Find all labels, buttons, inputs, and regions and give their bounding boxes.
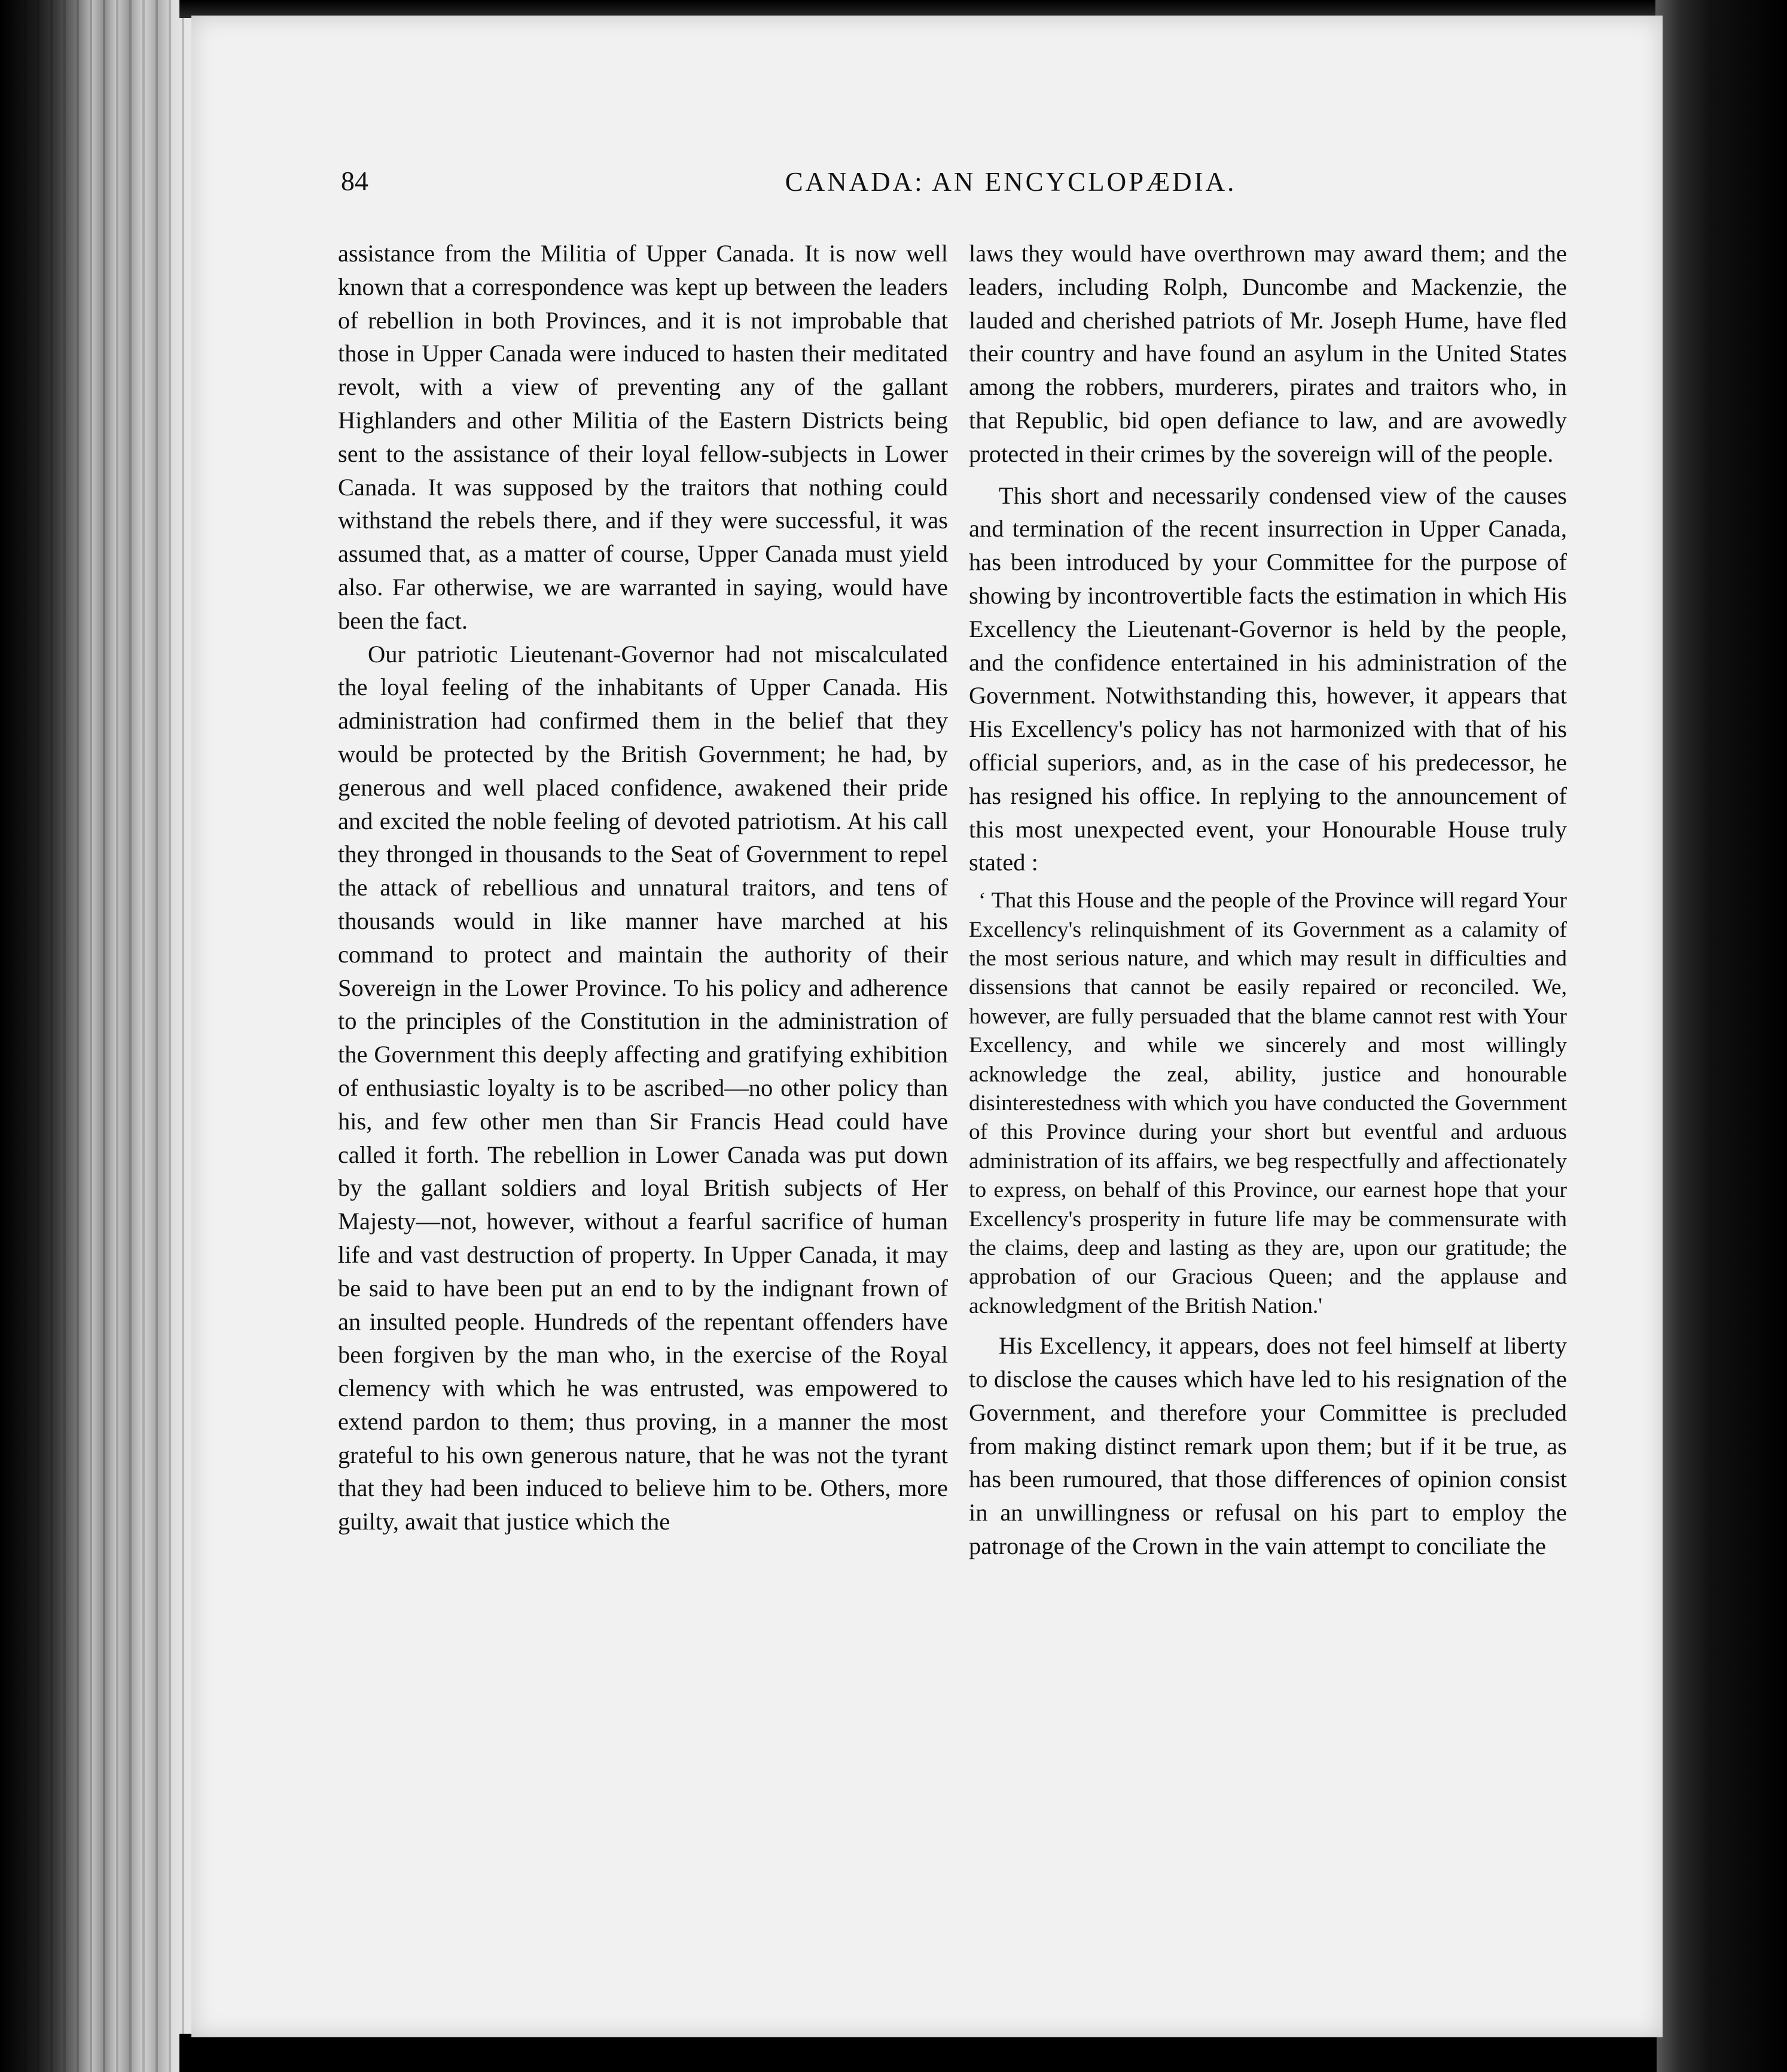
running-head: CANADA: AN ENCYCLOPÆDIA. [785,167,1237,197]
scan-bottom-border [179,2034,1657,2072]
paragraph: Our patriotic Lieutenant-Governor had not miscalculated the loyal feeling of the inhabitants of Upper Canada. His administration had confirmed them in the belief that they would be protected by the British Government; he had, by generous and well placed confidence, awakened their pride and excited the noble feeling of devoted patriotism. At his call they thronged in thousands to the Seat of Government to repel the attack of rebellious and unnatural traitors, and tens of thousands would in like manner have marched at his command to protect and maintain the authority of their Sovereign in the Lower Province. To his policy and adherence to the principles of the Constitution in the administration of the Government this deeply affecting and gratifying exhibition of enthusiastic loyalty is to be ascribed—no other policy than his, and few other men than Sir Francis Head could have called it forth. The rebellion in Lower Canada was put down by the gallant soldiers and loyal British subjects of Her Majesty—not, however, without a fearful sacrifice of human life and vast destruction of property. In Upper Canada, it may be said to have been put an end to by the indignant frown of an insulted people. Hundreds of the repentant offenders have been forgiven by the man who, in the exercise of the Royal clemency with which he was entrusted, was empowered to extend pardon to them; thus proving, in a manner the most grateful to his own generous nature, that he was not the tyrant that they had been induced to believe him to be. Others, more guilty, await that justice which the [338,640,948,1535]
scan-right-border [1655,0,1787,2072]
left-column [338,237,948,1538]
paragraph: His Excellency, it appears, does not feel himself at liberty to disclose the causes which have led to his resignation of the Government, and therefore your Committee is precluded from making distinct remark upon them; but if it be true, as has been rumoured, that those differences of opinion consist in an unwillingness or refusal on his part to employ the patronage of the Crown in the vain attempt to conciliate the [969,1332,1567,1560]
block-quote: ‘ That this House and the people of the Province will regard Your Excellency's relinquishment of its Government as a calamity of the most serious nature, and which may result in difficulties and dissensions that cannot be easily repaired or reconciled. We, however, are fully persuaded that the blame cannot rest with Your Excellency, and while we sincerely and most willingly acknowledge the zeal, ability, justice and honourable disinterestedness with which you have conducted the Government of this Province during your short but eventful and arduous administration of its affairs, we beg respectfully and affectionately to express, on behalf of this Province, our earnest hope that your Excellency's prosperity in future life may be commensurate with the claims, deep and lasting as they are, upon our gratitude; the approbation of our Gracious Queen; and the applause and acknowledgment of the British Nation.' [969,888,1567,1318]
page-number: 84 [341,166,368,196]
book-spine-edge [0,0,197,2072]
paragraph: assistance from the Militia of Upper Canada. It is now well known that a correspondence was kept up between the leaders of rebellion in both Provinces, and it is not improbable that those in Upper Canada were induced to hasten their meditated revolt, with a view of preventing any of the gallant Highlanders and other Militia of the Eastern Districts being sent to the assistance of their loyal fellow-subjects in Lower Canada. It was supposed by the traitors that nothing could withstand the rebels there, and if they were successful, it was assumed that, as a matter of course, Upper Canada must yield also. Far otherwise, we are warranted in saying, would have been the fact. [338,240,948,634]
paragraph: This short and necessarily condensed view of the causes and termination of the recent insurrection in Upper Canada, has been introduced by your Committee for the purpose of showing by incontrovertible facts the estimation in which His Excellency the Lieutenant-Governor is held by the people, and the confidence entertained in his administration of the Government. Notwithstanding this, however, it appears that His Excellency's policy has not harmonized with that of his official superiors, and, as in the case of his predecessor, he has resigned his office. In replying to the announcement of this most unexpected event, your Honourable House truly stated : [969,482,1567,876]
book-page [191,16,1663,2037]
paragraph: laws they would have overthrown may award them; and the leaders, including Rolph, Duncombe and Mackenzie, the lauded and cherished patriots of Mr. Joseph Hume, have fled their country and have found an asylum in the United States among the robbers, murderers, pirates and traitors who, in that Republic, bid open defiance to law, and are avowedly protected in their crimes by the sovereign will of the people. [969,240,1567,467]
right-column [969,237,1567,1563]
